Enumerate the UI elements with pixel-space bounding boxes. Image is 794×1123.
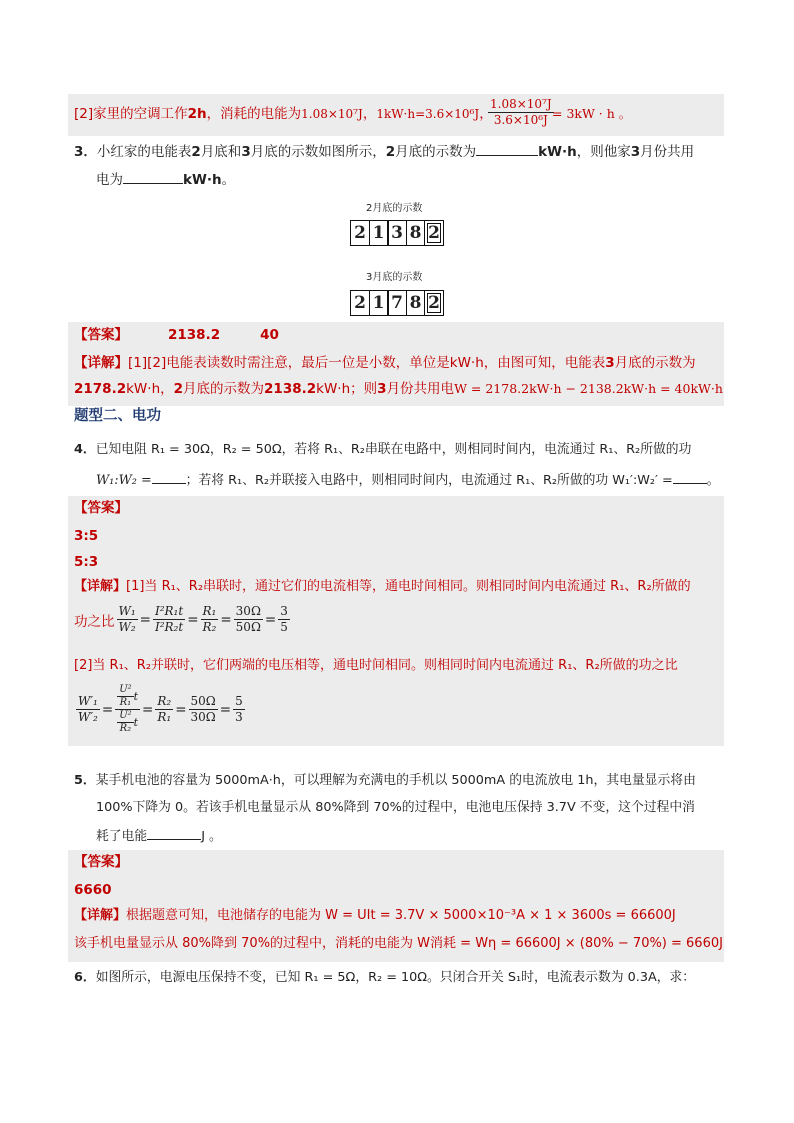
q4-line1 xyxy=(74,440,691,460)
q4-g2-t-2: t xyxy=(133,716,139,729)
q4-equation-2: $\frac{\text{W′₁}}{\text{W′₂}}$ = $\frac{\text{U²}}{\text{R₁}}$ t $\frac{\text{U²}}{\text{R₂}}$ t = $\frac{\text{R₂}}{\text{R₁}}$ = $\frac{50\Omega}{30\Omega}$ = $\frac{5}{3}$ xyxy=(78,684,243,734)
q4-line2 xyxy=(96,469,720,491)
q4-answer-1: 3:5 xyxy=(74,528,99,544)
q6-text-1: 如图所示，电源电压保持不变，已知 R₁ = 5Ω，R₂ = 10Ω。只闭合开关 S₁时，电流表示数为 0.3A，求： xyxy=(95,970,696,985)
q2-frac-den: 3.6×10⁶J xyxy=(493,113,548,127)
q3-detail-1: [1][2]电能表读数时需注意，最后一位是小数，单位是kW·h，由图可知，电能表 xyxy=(128,355,606,371)
q3-line2-end: 。 xyxy=(221,172,236,188)
q2-detail-prefix: [2]家里的空调工作 xyxy=(74,106,188,122)
q3-text-c: 月底和 xyxy=(200,144,242,160)
q4-number: 4． xyxy=(74,442,96,457)
q5-answer: 6660 xyxy=(74,882,112,898)
q3-unit-2: kW·h xyxy=(183,172,222,188)
q5-line2 xyxy=(96,798,695,818)
q3-detail-2g: 3 xyxy=(377,381,387,397)
q4-g3-num: R₂ xyxy=(157,694,172,708)
q4-ratio-label-1: W₁:W₂ = xyxy=(96,473,152,488)
q2-sep: ， xyxy=(362,106,377,122)
q3-line2 xyxy=(96,169,235,190)
q4-f4-num: 30Ω xyxy=(235,604,261,618)
q4-detail-1: [1]当 R₁、R₂串联时，通过它们的电流相等，通电时间相同。则相同时间内电流通过 R₁、R₂所做的 xyxy=(126,579,691,594)
q3-detail-2d: 月底的示数为 xyxy=(183,381,265,397)
q3-detail-2h: 月份共用电 xyxy=(386,381,455,397)
q2-conversion: 1kW·h=3.6×10⁶J xyxy=(376,107,480,121)
q4-g2-den-top: U² xyxy=(119,710,132,721)
q3-detail-1b: 月底的示数为 xyxy=(614,355,696,371)
q6-number: 6． xyxy=(74,970,96,985)
q4-f5-den: 5 xyxy=(280,620,288,634)
q3-text-a: 小红家的电能表 xyxy=(96,144,192,160)
q3-answer-label: 【答案】 xyxy=(74,327,128,343)
meter2-decimal-digit: 2 xyxy=(424,290,444,316)
meter1 xyxy=(350,220,444,246)
q4-f2-den: I²R₂t xyxy=(154,620,184,634)
q4-g1-num: W′₁ xyxy=(78,694,98,708)
q3-text-b: 2 xyxy=(191,144,201,160)
q3-detail-label: 【详解】 xyxy=(74,355,128,371)
q5-detail-label: 【详解】 xyxy=(74,908,127,923)
q4-f2-num: I²R₁t xyxy=(154,604,184,618)
q3-text-e: 月底的示数如图所示， xyxy=(250,144,386,160)
q4-blank-1[interactable] xyxy=(152,469,186,484)
q4-g3-den: R₁ xyxy=(157,710,172,724)
q4-detail-2: [2]当 R₁、R₂并联时，它们两端的电压相等，通电时间相同。则相同时间内电流通过 R₁、R₂所做的功之比 xyxy=(74,658,678,673)
q2-detail-line xyxy=(74,104,493,124)
q3-detail-2f: kW·h；则 xyxy=(316,381,378,397)
q4-detail-line2 xyxy=(74,656,678,676)
meter2-digit: 1 xyxy=(369,290,389,316)
meter1-digit: 1 xyxy=(369,220,389,246)
q3-answer-line xyxy=(74,325,279,345)
q5-text-3a: 耗了电能 xyxy=(96,829,148,844)
q5-text-3b: J 。 xyxy=(201,829,222,844)
q3-blank-1[interactable] xyxy=(476,141,538,156)
q5-detail-line1 xyxy=(74,906,676,926)
q3-text-g: 月底的示数为 xyxy=(395,144,477,160)
q5-number: 5． xyxy=(74,773,96,788)
q4-g2-den-bot: R₂ xyxy=(119,723,132,734)
q5-detail-2: 该手机电量显示从 80%降到 70%的过程中，消耗的电能为 W消耗 = Wη = 66600J × (80% − 70%) = 6660J xyxy=(74,936,723,951)
q2-comma: ， xyxy=(479,106,493,122)
q5-blank[interactable] xyxy=(147,825,201,840)
q5-text-2: 100%下降为 0。若该手机电量显示从 80%降到 70%的过程中，电池电压保持 3.7V 不变，这个过程中消 xyxy=(96,800,695,815)
q3-blank-2[interactable] xyxy=(123,169,183,184)
q3-detail-2a: 2178.2 xyxy=(74,381,127,397)
q4-g2-num-bot: R₁ xyxy=(119,697,132,708)
q4-answer-label: 【答案】 xyxy=(74,500,128,516)
q3-detail-2b: kW·h， xyxy=(126,381,174,397)
q3-text-d: 3 xyxy=(241,144,251,160)
q3-detail-3: 3 xyxy=(605,355,615,371)
meter2-caption: 3月底的示数 xyxy=(366,272,423,283)
q4-text-3: 。 xyxy=(706,473,720,488)
q4-f1-num: W₁ xyxy=(118,604,136,618)
q3-text-j: 月份共用 xyxy=(640,144,695,160)
q4-blank-2[interactable] xyxy=(673,469,707,484)
q3-answer-1: 2138.2 xyxy=(168,327,221,343)
q3-detail-2c: 2 xyxy=(173,381,184,397)
q4-f3-den: R₂ xyxy=(202,620,217,634)
q5-line3 xyxy=(96,825,222,847)
q4-f5-num: 3 xyxy=(280,604,288,618)
q4-g1-den: W′₂ xyxy=(78,710,98,724)
q4-text-2: ；若将 R₁、R₂并联接入电路中，则相同时间内，电流通过 R₁、R₂所做的功 W₁′:W₂′ = xyxy=(185,473,673,488)
meter2-digit: 2 xyxy=(350,290,370,316)
q6-line1 xyxy=(74,968,695,988)
q5-text-1: 某手机电池的容量为 5000mA·h，可以理解为充满电的手机以 5000mA 的电流放电 1h，其电量显示将由 xyxy=(95,773,696,788)
q4-detail-1b: 功之比 xyxy=(74,613,115,630)
q4-g5-den: 3 xyxy=(235,710,243,724)
q3-text-f: 2 xyxy=(385,144,396,160)
q5-detail-line2 xyxy=(74,934,723,954)
q2-duration: 2h xyxy=(187,106,207,122)
meter1-digit: 8 xyxy=(406,220,426,246)
q3-detail-line2 xyxy=(74,379,723,399)
q2-result: = 3kW · h 。 xyxy=(552,106,632,121)
meter1-digit: 2 xyxy=(350,220,370,246)
q5-answer-label: 【答案】 xyxy=(74,854,128,870)
q3-unit-1: kW·h xyxy=(538,144,577,160)
q3-detail-line1 xyxy=(74,353,696,373)
section-heading: 题型二、电功 xyxy=(74,408,161,424)
meter2-digit: 7 xyxy=(387,290,407,316)
q4-text-1: 已知电阻 R₁ = 30Ω，R₂ = 50Ω，若将 R₁、R₂串联在电路中，则相同时间内，电流通过 R₁、R₂所做的功 xyxy=(95,442,692,457)
q5-detail-1: 根据题意可知，电池储存的电能为 W = UIt = 3.7V × 5000×10⁻³A × 1 × 3600s = 66600J xyxy=(126,908,676,923)
q4-answer-2: 5:3 xyxy=(74,554,99,570)
q2-energy: 1.08×10⁷J xyxy=(301,107,363,121)
q4-f4-den: 50Ω xyxy=(235,620,261,634)
q5-line1 xyxy=(74,771,696,791)
meter2-digit: 8 xyxy=(406,290,426,316)
q3-detail-2e: 2138.2 xyxy=(264,381,317,397)
q2-fraction xyxy=(486,97,556,128)
meter2 xyxy=(350,290,444,316)
q4-g2-t-1: t xyxy=(133,690,139,703)
q4-f3-num: R₁ xyxy=(202,604,217,618)
q3-text-h: ，则他家 xyxy=(576,144,631,160)
q4-g5-num: 5 xyxy=(235,694,243,708)
q2-mid: ，消耗的电能为 xyxy=(206,106,302,122)
meter1-digit: 3 xyxy=(387,220,407,246)
q3-answer-2: 40 xyxy=(260,327,279,343)
q4-g4-num: 50Ω xyxy=(190,694,216,708)
meter1-caption: 2月底的示数 xyxy=(366,203,423,214)
meter1-decimal-digit: 2 xyxy=(424,220,444,246)
q4-f1-den: W₂ xyxy=(118,620,136,634)
q3-line2-a: 电为 xyxy=(96,172,123,188)
q4-g4-den: 30Ω xyxy=(190,710,216,724)
q3-detail-2i: W = 2178.2kW·h − 2138.2kW·h = 40kW·h xyxy=(454,381,723,396)
q4-g2-num-top: U² xyxy=(119,684,132,695)
q4-equation-1: 功之比 $\frac{\text{W₁}}{\text{W₂}}$ = $\frac{\text{I²R₁t}}{\text{I²R₂t}}$ = $\frac{\text{R₁}}{\text{R₂}}$ = $\frac{30\Omega}{50\Omega}$ = $\frac{3}{5}$ xyxy=(74,604,288,634)
q3-line1 xyxy=(74,141,694,162)
q3-text-i: 3 xyxy=(630,144,641,160)
q3-number: 3． xyxy=(74,144,97,160)
q4-detail-label: 【详解】 xyxy=(74,579,127,594)
q2-frac-num: 1.08×10⁷J xyxy=(490,97,552,111)
q4-detail-line1 xyxy=(74,577,691,597)
